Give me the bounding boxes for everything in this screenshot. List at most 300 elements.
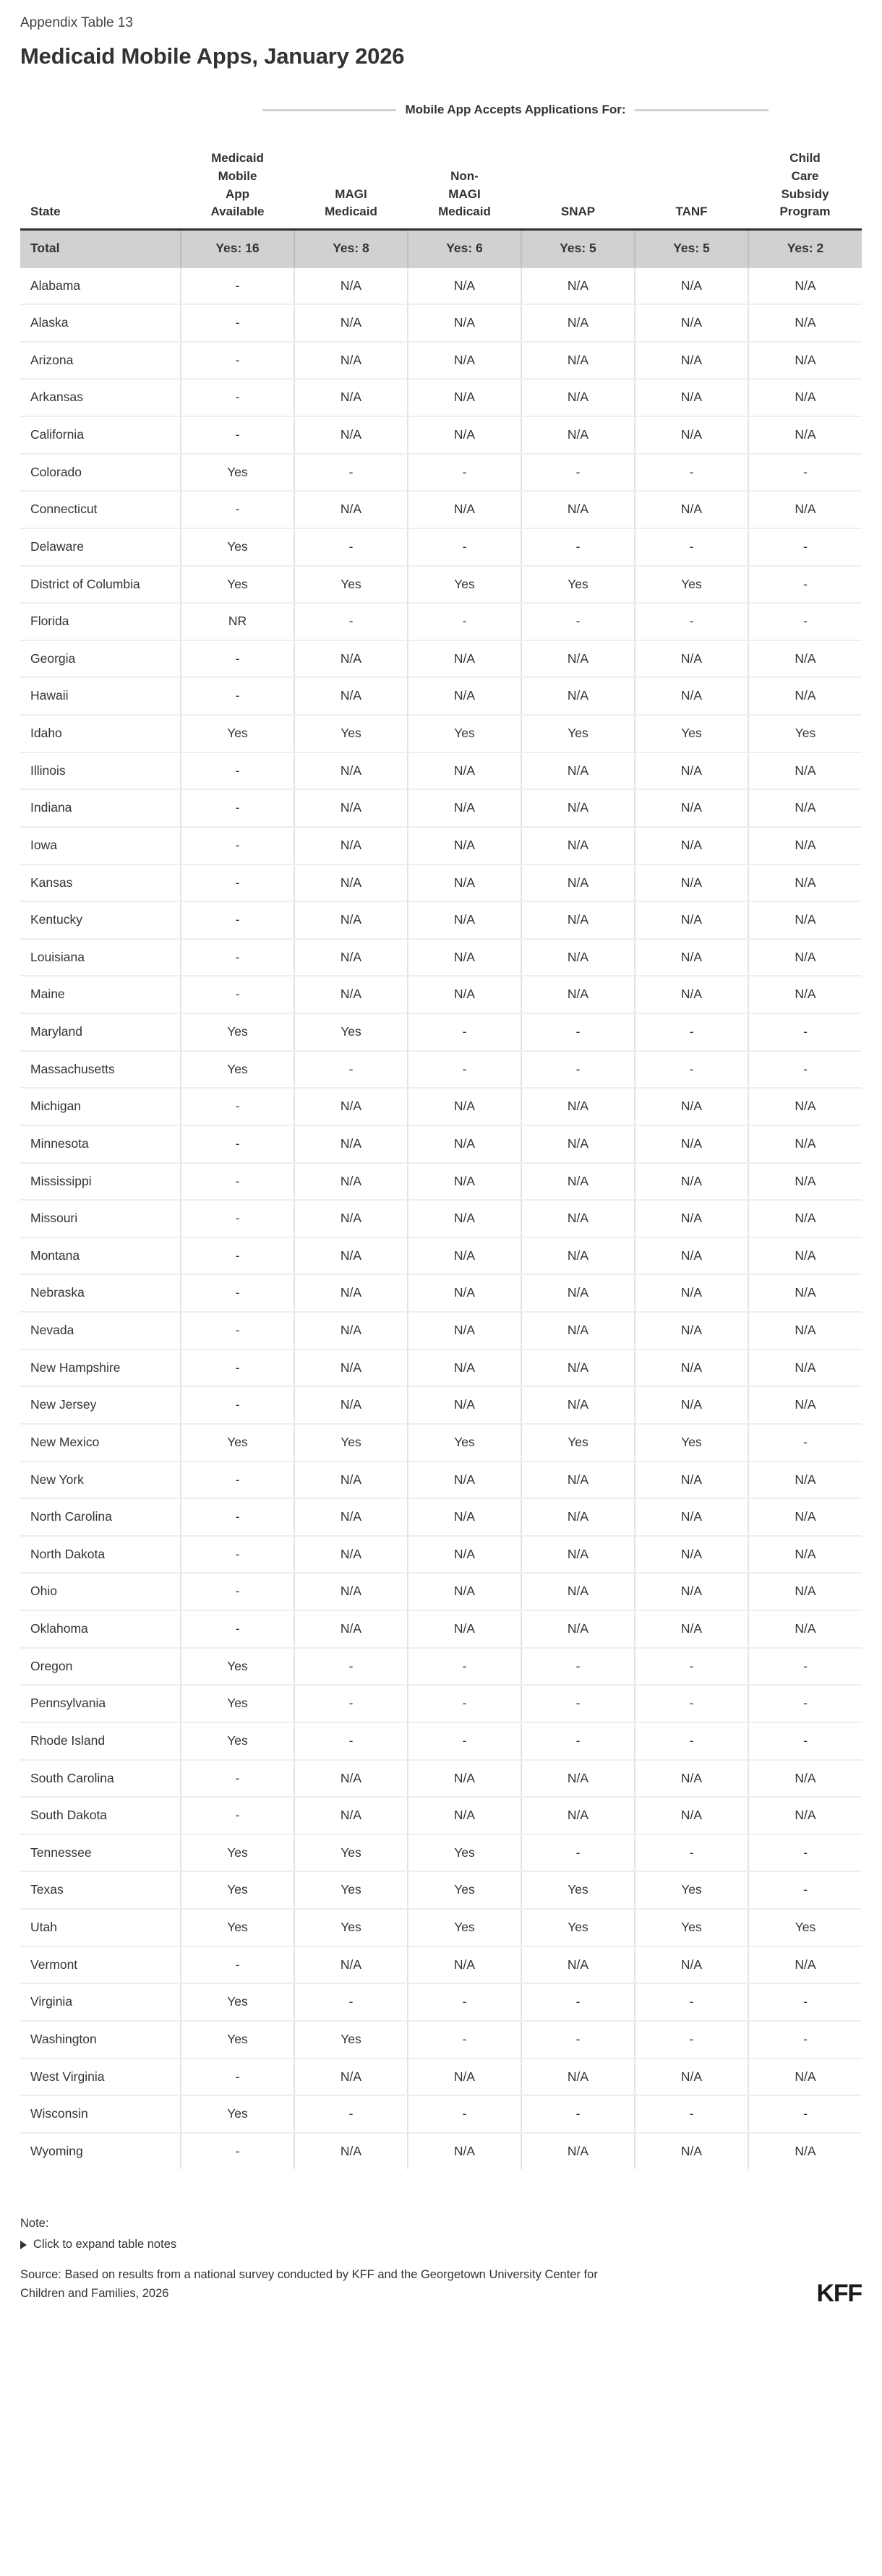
table-row <box>20 677 862 715</box>
value-cell: N/A <box>521 864 635 902</box>
value-cell: - <box>521 2021 635 2058</box>
value-cell: N/A <box>294 342 408 379</box>
value-cell: N/A <box>294 1125 408 1163</box>
value-cell: N/A <box>294 1946 408 1984</box>
value-cell: Yes: 5 <box>635 229 748 267</box>
value-cell: N/A <box>521 2058 635 2096</box>
value-cell: N/A <box>748 1573 862 1610</box>
state-name-cell: Oklahoma <box>20 1610 181 1648</box>
table-row <box>20 1424 862 1461</box>
value-cell: N/A <box>521 2133 635 2170</box>
table-row <box>20 1648 862 1686</box>
value-cell: N/A <box>748 976 862 1013</box>
table-row <box>20 901 862 939</box>
value-cell: N/A <box>635 864 748 902</box>
value-cell: - <box>635 1983 748 2021</box>
column-header-line: State <box>30 205 61 219</box>
value-cell: Yes <box>408 1424 521 1461</box>
value-cell: N/A <box>748 1163 862 1201</box>
table-body <box>20 229 862 2169</box>
value-cell: N/A <box>408 1573 521 1610</box>
value-cell: N/A <box>294 976 408 1013</box>
state-name-cell: Missouri <box>20 1200 181 1237</box>
table-row <box>20 267 862 305</box>
value-cell: - <box>408 2021 521 2058</box>
value-cell: - <box>181 752 294 790</box>
value-cell: N/A <box>521 1573 635 1610</box>
value-cell: - <box>408 454 521 491</box>
value-cell: N/A <box>408 1237 521 1275</box>
table-row <box>20 1013 862 1051</box>
state-name-cell: North Carolina <box>20 1498 181 1536</box>
value-cell: N/A <box>748 491 862 528</box>
value-cell: N/A <box>748 416 862 454</box>
state-name-cell: District of Columbia <box>20 566 181 604</box>
appendix-label: Appendix Table 13 <box>20 15 133 30</box>
value-cell: - <box>635 1051 748 1089</box>
state-name-cell: Vermont <box>20 1946 181 1984</box>
value-cell: - <box>408 1722 521 1760</box>
value-cell: N/A <box>408 1946 521 1984</box>
value-cell: Yes <box>635 1424 748 1461</box>
value-cell: - <box>521 454 635 491</box>
state-name-cell: Ohio <box>20 1573 181 1610</box>
value-cell: - <box>521 1722 635 1760</box>
expand-table-notes-toggle[interactable] <box>20 2238 862 2251</box>
data-table-container <box>20 121 862 2169</box>
value-cell: N/A <box>294 864 408 902</box>
value-cell: N/A <box>408 827 521 864</box>
value-cell: N/A <box>521 1461 635 1499</box>
table-row <box>20 1125 862 1163</box>
value-cell: Yes <box>294 2021 408 2058</box>
value-cell: N/A <box>635 640 748 678</box>
value-cell: N/A <box>408 640 521 678</box>
value-cell: N/A <box>748 2058 862 2096</box>
value-cell: N/A <box>521 1386 635 1424</box>
value-cell: N/A <box>408 1200 521 1237</box>
state-name-cell: Iowa <box>20 827 181 864</box>
value-cell: - <box>521 1983 635 2021</box>
value-cell: - <box>748 2021 862 2058</box>
column-header-line: Mobile <box>218 169 257 184</box>
column-header-line: Medicaid <box>438 205 491 219</box>
value-cell: N/A <box>294 789 408 827</box>
table-row <box>20 416 862 454</box>
value-cell: - <box>635 2095 748 2133</box>
value-cell: Yes <box>181 1871 294 1909</box>
value-cell: N/A <box>408 677 521 715</box>
value-cell: Yes <box>181 2021 294 2058</box>
column-header-line: Care <box>791 169 819 184</box>
table-row <box>20 1349 862 1387</box>
state-name-cell: Alabama <box>20 267 181 305</box>
value-cell: - <box>181 789 294 827</box>
value-cell: - <box>181 1946 294 1984</box>
value-cell: Yes <box>521 715 635 752</box>
value-cell: N/A <box>635 752 748 790</box>
value-cell: NR <box>181 603 294 640</box>
group-header-label: Mobile App Accepts Applications For: <box>405 103 626 117</box>
state-name-cell: Pennsylvania <box>20 1685 181 1722</box>
value-cell: N/A <box>294 1088 408 1125</box>
value-cell: N/A <box>748 677 862 715</box>
value-cell: N/A <box>408 1125 521 1163</box>
state-name-cell: Florida <box>20 603 181 640</box>
table-row <box>20 789 862 827</box>
state-name-cell: New Mexico <box>20 1424 181 1461</box>
value-cell: N/A <box>408 1274 521 1312</box>
value-cell: Yes <box>181 528 294 566</box>
value-cell: - <box>294 1051 408 1089</box>
value-cell: N/A <box>408 2058 521 2096</box>
state-name-cell: Kansas <box>20 864 181 902</box>
state-name-cell: Oregon <box>20 1648 181 1686</box>
value-cell: - <box>181 2058 294 2096</box>
value-cell: N/A <box>748 1386 862 1424</box>
value-cell: N/A <box>294 1312 408 1349</box>
value-cell: - <box>181 1200 294 1237</box>
value-cell: N/A <box>635 1760 748 1798</box>
value-cell: - <box>521 1834 635 1872</box>
value-cell: - <box>294 454 408 491</box>
value-cell: - <box>521 1051 635 1089</box>
value-cell: N/A <box>408 1797 521 1834</box>
value-cell: - <box>748 2095 862 2133</box>
value-cell: Yes <box>408 1871 521 1909</box>
value-cell: N/A <box>748 789 862 827</box>
value-cell: N/A <box>408 1760 521 1798</box>
table-footer <box>20 2217 862 2316</box>
value-cell: N/A <box>294 267 408 305</box>
value-cell: N/A <box>748 640 862 678</box>
state-name-cell: New Jersey <box>20 1386 181 1424</box>
value-cell: - <box>181 1797 294 1834</box>
value-cell: N/A <box>521 1163 635 1201</box>
value-cell: Yes <box>635 715 748 752</box>
value-cell: N/A <box>748 1088 862 1125</box>
value-cell: N/A <box>748 2133 862 2170</box>
value-cell: N/A <box>294 1536 408 1573</box>
value-cell: - <box>181 1461 294 1499</box>
value-cell: N/A <box>521 342 635 379</box>
state-name-cell: Washington <box>20 2021 181 2058</box>
group-header-band <box>181 103 862 117</box>
value-cell: N/A <box>408 304 521 342</box>
value-cell: - <box>748 1051 862 1089</box>
value-cell: N/A <box>521 267 635 305</box>
value-cell: Yes <box>181 1834 294 1872</box>
table-row <box>20 1797 862 1834</box>
value-cell: N/A <box>635 1946 748 1984</box>
value-cell: N/A <box>521 304 635 342</box>
value-cell: N/A <box>294 416 408 454</box>
value-cell: N/A <box>635 379 748 416</box>
value-cell: N/A <box>635 416 748 454</box>
value-cell: N/A <box>408 491 521 528</box>
state-name-cell: Hawaii <box>20 677 181 715</box>
value-cell: N/A <box>748 1760 862 1798</box>
value-cell: N/A <box>408 267 521 305</box>
value-cell: N/A <box>521 1349 635 1387</box>
column-header-line: MAGI <box>448 186 481 201</box>
state-name-cell: Kentucky <box>20 901 181 939</box>
state-name-cell: Mississippi <box>20 1163 181 1201</box>
table-row <box>20 1610 862 1648</box>
state-name-cell: Idaho <box>20 715 181 752</box>
table-row <box>20 827 862 864</box>
expand-table-notes-label: Click to expand table notes <box>33 2238 177 2251</box>
value-cell: N/A <box>635 1386 748 1424</box>
column-header-magi-medicaid <box>294 121 408 229</box>
table-row <box>20 1983 862 2021</box>
value-cell: N/A <box>748 1237 862 1275</box>
value-cell: - <box>635 2021 748 2058</box>
table-head <box>20 121 862 229</box>
value-cell: - <box>181 304 294 342</box>
value-cell: Yes <box>408 1834 521 1872</box>
table-row <box>20 1946 862 1984</box>
state-name-cell: Texas <box>20 1871 181 1909</box>
value-cell: N/A <box>408 2133 521 2170</box>
value-cell: - <box>181 342 294 379</box>
value-cell: N/A <box>408 1386 521 1424</box>
table-row <box>20 1685 862 1722</box>
value-cell: - <box>521 528 635 566</box>
value-cell: N/A <box>521 1200 635 1237</box>
value-cell: N/A <box>635 1536 748 1573</box>
column-header-line: Non- <box>450 169 479 184</box>
value-cell: Yes <box>635 566 748 604</box>
value-cell: - <box>408 1051 521 1089</box>
value-cell: Yes <box>635 1871 748 1909</box>
table-row <box>20 566 862 604</box>
value-cell: N/A <box>748 1498 862 1536</box>
value-cell: - <box>294 2095 408 2133</box>
value-cell: N/A <box>635 1349 748 1387</box>
table-row <box>20 1760 862 1798</box>
value-cell: N/A <box>521 1237 635 1275</box>
value-cell: N/A <box>294 640 408 678</box>
value-cell: Yes <box>521 566 635 604</box>
state-name-cell: Wisconsin <box>20 2095 181 2133</box>
value-cell: - <box>408 1013 521 1051</box>
state-name-cell: West Virginia <box>20 2058 181 2096</box>
value-cell: N/A <box>521 1610 635 1648</box>
state-name-cell: Louisiana <box>20 939 181 976</box>
value-cell: - <box>181 1610 294 1648</box>
value-cell: - <box>748 1834 862 1872</box>
value-cell: - <box>635 454 748 491</box>
table-row <box>20 2133 862 2170</box>
value-cell: Yes <box>748 1909 862 1946</box>
table-row <box>20 603 862 640</box>
table-row <box>20 2095 862 2133</box>
value-cell: - <box>408 2095 521 2133</box>
table-row <box>20 1871 862 1909</box>
value-cell: - <box>181 416 294 454</box>
value-cell: - <box>635 1648 748 1686</box>
state-name-cell: Rhode Island <box>20 1722 181 1760</box>
value-cell: N/A <box>408 1163 521 1201</box>
value-cell: - <box>521 2095 635 2133</box>
page-title: Medicaid Mobile Apps, January 2026 <box>20 43 405 69</box>
state-name-cell: Wyoming <box>20 2133 181 2170</box>
state-name-cell: Maine <box>20 976 181 1013</box>
state-name-cell: South Dakota <box>20 1797 181 1834</box>
state-name-cell: Arkansas <box>20 379 181 416</box>
value-cell: Yes: 16 <box>181 229 294 267</box>
value-cell: Yes <box>408 566 521 604</box>
value-cell: N/A <box>408 416 521 454</box>
value-cell: N/A <box>748 1461 862 1499</box>
value-cell: - <box>181 640 294 678</box>
value-cell: N/A <box>294 901 408 939</box>
value-cell: Yes <box>294 1424 408 1461</box>
table-row <box>20 1722 862 1760</box>
value-cell: N/A <box>294 1461 408 1499</box>
state-name-cell: Massachusetts <box>20 1051 181 1089</box>
state-name-cell: Michigan <box>20 1088 181 1125</box>
table-row <box>20 1536 862 1573</box>
value-cell: - <box>181 1312 294 1349</box>
value-cell: N/A <box>294 1274 408 1312</box>
state-name-cell: Minnesota <box>20 1125 181 1163</box>
value-cell: - <box>181 976 294 1013</box>
value-cell: N/A <box>635 939 748 976</box>
table-row <box>20 2021 862 2058</box>
value-cell: N/A <box>748 1610 862 1648</box>
column-header-line: SNAP <box>560 205 596 219</box>
value-cell: N/A <box>521 1536 635 1573</box>
table-row <box>20 1386 862 1424</box>
value-cell: Yes <box>521 1424 635 1461</box>
value-cell: - <box>181 1163 294 1201</box>
value-cell: - <box>294 1983 408 2021</box>
value-cell: - <box>181 2133 294 2170</box>
table-total-row <box>20 229 862 267</box>
value-cell: - <box>181 1274 294 1312</box>
value-cell: N/A <box>294 752 408 790</box>
value-cell: - <box>408 603 521 640</box>
state-name-cell: California <box>20 416 181 454</box>
value-cell: Yes: 8 <box>294 229 408 267</box>
value-cell: - <box>181 1088 294 1125</box>
value-cell: - <box>748 603 862 640</box>
table-row <box>20 1051 862 1089</box>
value-cell: N/A <box>521 1946 635 1984</box>
value-cell: - <box>748 454 862 491</box>
value-cell: Yes <box>408 1909 521 1946</box>
value-cell: - <box>181 864 294 902</box>
value-cell: Yes <box>181 1648 294 1686</box>
value-cell: N/A <box>748 827 862 864</box>
value-cell: - <box>635 1722 748 1760</box>
value-cell: N/A <box>294 2133 408 2170</box>
table-row <box>20 1274 862 1312</box>
state-name-cell: Arizona <box>20 342 181 379</box>
value-cell: - <box>294 1648 408 1686</box>
table-row <box>20 1834 862 1872</box>
value-cell: N/A <box>635 789 748 827</box>
value-cell: N/A <box>294 1237 408 1275</box>
value-cell: N/A <box>294 1163 408 1201</box>
value-cell: - <box>294 1722 408 1760</box>
value-cell: N/A <box>294 677 408 715</box>
value-cell: N/A <box>294 1797 408 1834</box>
value-cell: - <box>181 1573 294 1610</box>
table-row <box>20 1200 862 1237</box>
value-cell: N/A <box>748 1125 862 1163</box>
value-cell: Yes <box>181 715 294 752</box>
value-cell: N/A <box>408 939 521 976</box>
value-cell: - <box>181 1237 294 1275</box>
value-cell: N/A <box>408 1498 521 1536</box>
medicaid-mobile-apps-table <box>20 121 862 2169</box>
value-cell: N/A <box>635 976 748 1013</box>
column-header-line: Available <box>210 205 265 219</box>
note-label: Note: <box>20 2217 49 2231</box>
value-cell: Yes <box>635 1909 748 1946</box>
value-cell: N/A <box>635 1312 748 1349</box>
state-name-cell: Illinois <box>20 752 181 790</box>
value-cell: - <box>181 939 294 976</box>
value-cell: - <box>748 1722 862 1760</box>
value-cell: N/A <box>635 2133 748 2170</box>
value-cell: - <box>294 1685 408 1722</box>
table-row <box>20 1498 862 1536</box>
state-name-cell: New York <box>20 1461 181 1499</box>
value-cell: N/A <box>294 1573 408 1610</box>
state-name-cell: New Hampshire <box>20 1349 181 1387</box>
value-cell: - <box>748 1648 862 1686</box>
value-cell: N/A <box>748 1797 862 1834</box>
value-cell: - <box>181 1386 294 1424</box>
value-cell: N/A <box>748 1312 862 1349</box>
column-header-line: Subsidy <box>781 186 829 201</box>
value-cell: - <box>181 901 294 939</box>
table-row <box>20 304 862 342</box>
value-cell: Yes <box>181 454 294 491</box>
value-cell: N/A <box>521 1760 635 1798</box>
column-header-child-care-subsidy-program <box>748 121 862 229</box>
state-name-cell: Maryland <box>20 1013 181 1051</box>
value-cell: N/A <box>521 677 635 715</box>
value-cell: N/A <box>635 901 748 939</box>
value-cell: N/A <box>635 1200 748 1237</box>
table-row <box>20 1461 862 1499</box>
value-cell: N/A <box>294 1200 408 1237</box>
state-name-cell: Virginia <box>20 1983 181 2021</box>
value-cell: N/A <box>408 379 521 416</box>
value-cell: - <box>294 528 408 566</box>
state-name-cell: Indiana <box>20 789 181 827</box>
value-cell: N/A <box>408 789 521 827</box>
state-name-cell: Montana <box>20 1237 181 1275</box>
value-cell: - <box>181 379 294 416</box>
table-row <box>20 1909 862 1946</box>
value-cell: - <box>181 677 294 715</box>
value-cell: - <box>408 1648 521 1686</box>
value-cell: N/A <box>521 1274 635 1312</box>
value-cell: N/A <box>635 1461 748 1499</box>
value-cell: N/A <box>294 1349 408 1387</box>
value-cell: Yes <box>181 1909 294 1946</box>
value-cell: N/A <box>408 1349 521 1387</box>
value-cell: Yes <box>521 1909 635 1946</box>
value-cell: N/A <box>521 1498 635 1536</box>
value-cell: - <box>748 1871 862 1909</box>
